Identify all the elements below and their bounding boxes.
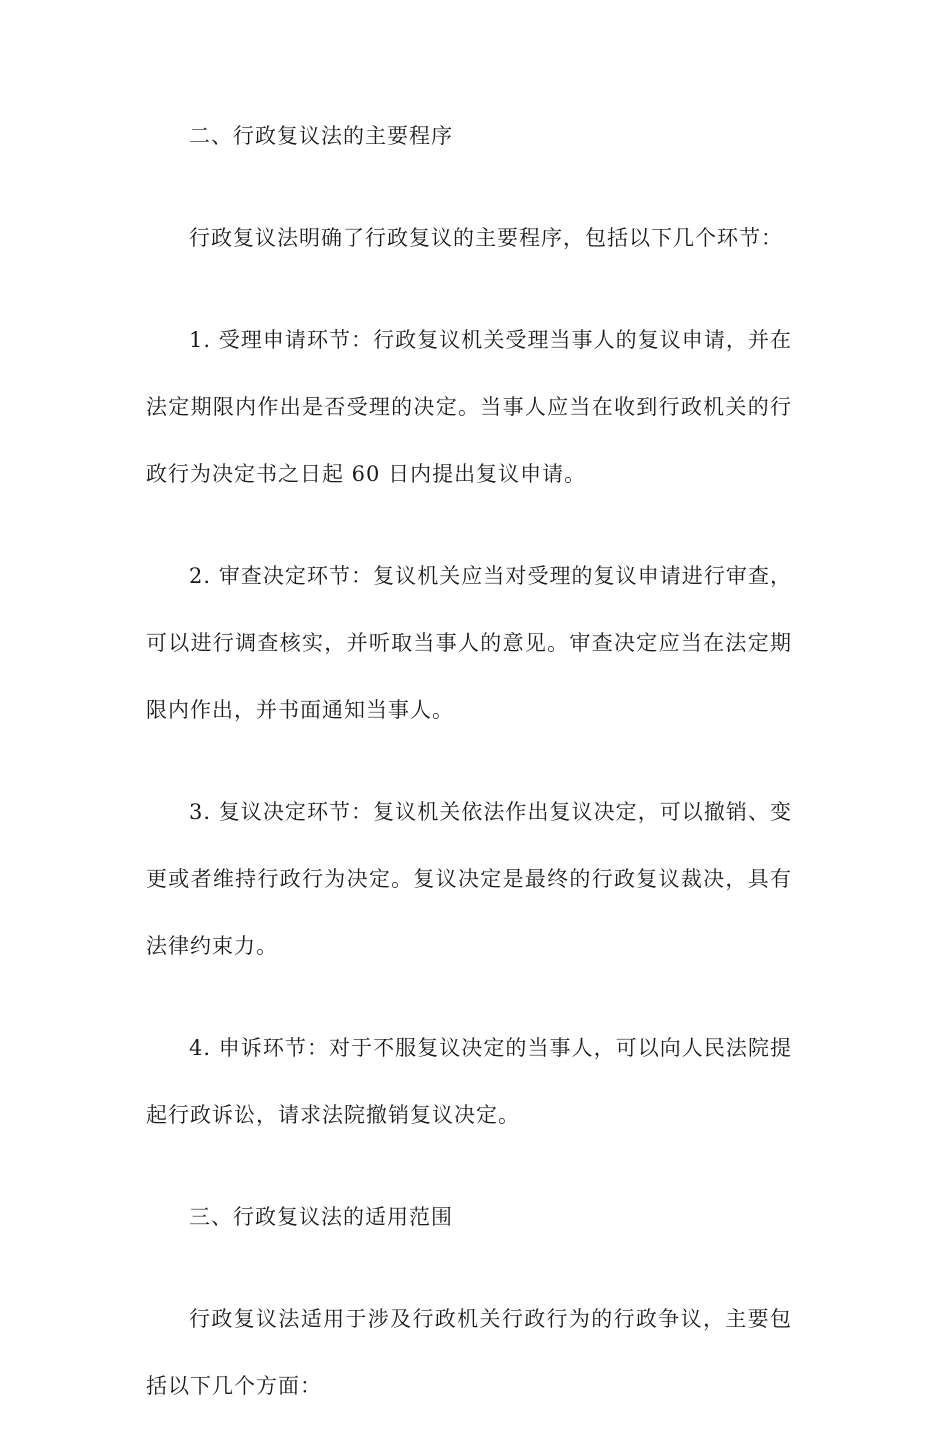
section-heading: 二、行政复议法的主要程序 [189, 124, 453, 148]
section-heading: 三、行政复议法的适用范围 [189, 1205, 453, 1229]
paragraph: 行政复议法适用于涉及行政机关行政行为的行政争议，主要包括以下几个方面： [146, 1307, 792, 1398]
document-body [146, 103, 792, 1455]
paragraph: 行政复议法明确了行政复议的主要程序，包括以下几个环节： [189, 226, 783, 250]
list-item: 2. 审查决定环节：复议机关应当对受理的复议申请进行审查，可以进行调查核实，并听取当事人的意见。审查决定应当在法定期限内作出，并书面通知当事人。 [146, 564, 792, 722]
list-item: 3. 复议决定环节：复议机关依法作出复议决定，可以撤销、变更或者维持行政行为决定。复议决定是最终的行政复议裁决，具有法律约束力。 [146, 800, 792, 958]
list-item: 1. 受理申请环节：行政复议机关受理当事人的复议申请，并在法定期限内作出是否受理的决定。当事人应当在收到行政机关的行政行为决定书之日起 60 日内提出复议申请。 [146, 328, 792, 486]
list-item: 4. 申诉环节：对于不服复议决定的当事人，可以向人民法院提起行政诉讼，请求法院撤销复议决定。 [146, 1036, 792, 1127]
